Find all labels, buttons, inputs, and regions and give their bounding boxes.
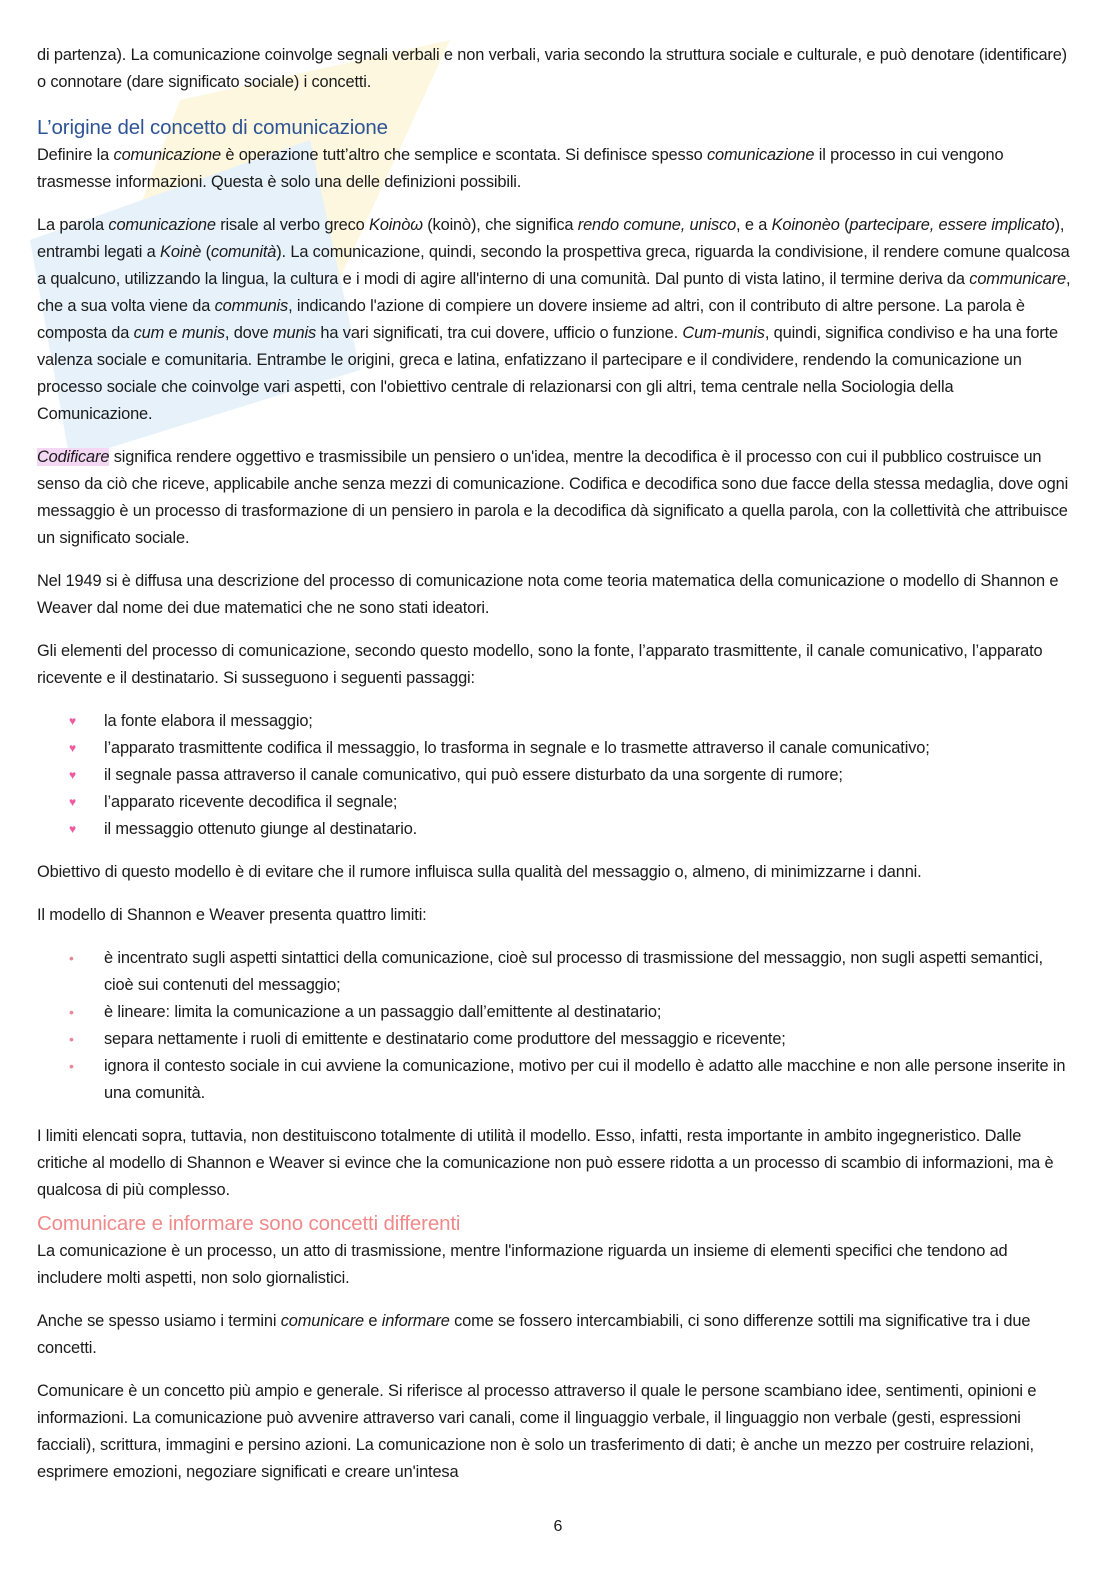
paragraph: [37, 42, 1073, 96]
paragraph: [37, 902, 1073, 929]
dot-bullet-icon: •: [69, 1031, 74, 1047]
italic-term: Koinè: [160, 243, 202, 261]
italic-term: Codificare: [37, 448, 110, 466]
paragraph: [37, 212, 1073, 428]
text-run: La parola: [37, 216, 109, 234]
list-item: [37, 945, 1073, 999]
italic-term: comunicazione: [108, 216, 216, 234]
text-run: , indicando l'azione di compiere un dovere insieme ad altri, con il contributo di altre persone. La parola è composta da: [37, 297, 1025, 342]
text-run: il processo in cui vengono trasmesse informazioni. Questa è solo una delle definizioni possibili.: [37, 146, 1004, 191]
list-item-text: la fonte elabora il messaggio;: [104, 712, 313, 730]
text-run: è operazione tutt’altro che semplice e scontata. Si definisce spesso: [220, 146, 707, 164]
page-number: 6: [553, 1518, 563, 1535]
text-run: Obiettivo di questo modello è di evitare che il rumore influisca sulla qualità del messaggio o, almeno, di minimizzarne i danni.: [37, 863, 922, 881]
text-run: Gli elementi del processo di comunicazione, secondo questo modello, sono la fonte, l’apparato trasmittente, il canale comunicativo, l’apparato ricevente e il destinatario. Si susseguono i seguenti passaggi:: [37, 642, 1043, 687]
list-item: [37, 762, 1073, 789]
italic-term: rendo comune, unisco: [577, 216, 737, 234]
heart-bullet-icon: ♥: [69, 795, 76, 809]
text-run: Comunicare è un concetto più ampio e generale. Si riferisce al processo attraverso il quale le persone scambiano idee, sentimenti, opinioni e informazioni. La comunicazione può avvenire attraverso vari canali, come il linguaggio verbale, il linguaggio non verbale (gesti, espressioni facciali), scrittura, immagini e persino azioni. La comunicazione non è solo un trasferimento di dati; è anche un mezzo per costruire relazioni, esprimere emozioni, negoziare significati e creare un'intesa: [37, 1382, 1037, 1481]
paragraph: [37, 444, 1073, 552]
italic-term: munis: [273, 324, 317, 342]
italic-term: Koinòω: [369, 216, 423, 234]
list-item: [37, 708, 1073, 735]
text-run: ), entrambi legati a: [37, 216, 1065, 261]
italic-term: cum: [133, 324, 165, 342]
list-item-text: l’apparato ricevente decodifica il segnale;: [104, 793, 398, 811]
heart-bullet-icon: ♥: [69, 822, 76, 836]
italic-term: comunità: [210, 243, 277, 261]
italic-term: comunicazione: [706, 146, 815, 164]
heart-bullet-icon: ♥: [69, 741, 76, 755]
list-item-text: ignora il contesto sociale in cui avviene la comunicazione, motivo per cui il modello è adatto alle macchine e non alle persone inserite in una comunità.: [104, 1057, 1066, 1102]
italic-term: munis: [181, 324, 225, 342]
list-item-text: separa nettamente i ruoli di emittente e destinatario come produttore del messaggio e ricevente;: [104, 1030, 786, 1048]
text-run: e: [364, 1312, 382, 1330]
text-run: e: [164, 324, 182, 342]
text-run: (koinò), che significa: [422, 216, 578, 234]
list-item-text: è lineare: limita la comunicazione a un passaggio dall’emittente al destinatario;: [104, 1003, 662, 1021]
text-run: , che a sua volta viene da: [37, 270, 1071, 315]
paragraph: [37, 142, 1073, 196]
text-run: , e a: [736, 216, 772, 234]
italic-term: Cum-munis: [682, 324, 765, 342]
text-run: , dove: [224, 324, 274, 342]
bullet-list: [37, 945, 1073, 1107]
section-heading: Comunicare e informare sono concetti differenti: [37, 1212, 461, 1235]
text-run: come se fossero intercambiabili, ci sono differenze sottili ma significative tra i due concetti.: [37, 1312, 1031, 1357]
list-item: [37, 816, 1073, 843]
list-item: [37, 735, 1073, 762]
list-item-text: il messaggio ottenuto giunge al destinatario.: [104, 820, 418, 838]
text-run: Nel 1949 si è diffusa una descrizione del processo di comunicazione nota come teoria matematica della comunicazione o modello di Shannon e Weaver dal nome dei due matematici che ne sono stati ideatori.: [37, 572, 1059, 617]
text-run: ). La comunicazione, quindi, secondo la prospettiva greca, riguarda la condivisione, il rendere comune qualcosa a qualcuno, utilizzando la lingua, la cultura e i modi di agire all'interno di una comunità. Dal punto di vista latino, il termine deriva da: [37, 243, 1070, 288]
paragraph: [37, 568, 1073, 622]
text-run: di partenza). La comunicazione coinvolge segnali verbali e non verbali, varia secondo la struttura sociale e culturale, e può denotare (identificare) o connotare (dare significato sociale) i concetti.: [37, 46, 1067, 91]
italic-term: communicare: [969, 270, 1067, 288]
italic-term: comunicare: [280, 1312, 364, 1330]
paragraph: [37, 1378, 1073, 1486]
text-run: (: [839, 216, 850, 234]
paragraph: [37, 1238, 1073, 1292]
dot-bullet-icon: •: [69, 1004, 74, 1020]
bullet-list: [37, 708, 1073, 843]
paragraph: [37, 1123, 1073, 1204]
document-page: [37, 42, 1073, 1502]
italic-term: comunicazione: [113, 146, 221, 164]
text-run: Anche se spesso usiamo i termini: [37, 1312, 281, 1330]
text-run: Il modello di Shannon e Weaver presenta quattro limiti:: [37, 906, 427, 924]
text-run: (: [201, 243, 211, 261]
paragraph: [37, 859, 1073, 886]
dot-bullet-icon: •: [69, 1058, 74, 1074]
paragraph: [37, 1308, 1073, 1362]
dot-bullet-icon: •: [69, 950, 74, 966]
text-run: Definire la: [37, 146, 114, 164]
list-item: [37, 1026, 1073, 1053]
italic-term: communis: [214, 297, 289, 315]
paragraph: [37, 638, 1073, 692]
text-run: I limiti elencati sopra, tuttavia, non destituiscono totalmente di utilità il modello. Esso, infatti, resta importante in ambito ingegneristico. Dalle critiche al modello di Shannon e Weaver si evince che la comunicazione non può essere ridotta a un processo di scambio di informazioni, ma è qualcosa di più complesso.: [37, 1127, 1054, 1199]
list-item-text: è incentrato sugli aspetti sintattici della comunicazione, cioè sul processo di trasmissione del messaggio, non sugli aspetti semantici, cioè sui contenuti del messaggio;: [104, 949, 1043, 994]
italic-term: informare: [381, 1312, 450, 1330]
text-run: La comunicazione è un processo, un atto di trasmissione, mentre l'informazione riguarda un insieme di elementi specifici che tendono ad includere molti aspetti, non solo giornalistici.: [37, 1242, 1008, 1287]
italic-term: Koinonèo: [771, 216, 840, 234]
italic-term: partecipare, essere implicato: [849, 216, 1055, 234]
text-run: ha vari significati, tra cui dovere, ufficio o funzione.: [316, 324, 683, 342]
section-heading: L’origine del concetto di comunicazione: [37, 116, 388, 139]
list-item-text: il segnale passa attraverso il canale comunicativo, qui può essere disturbato da una sorgente di rumore;: [104, 766, 843, 784]
list-item: [37, 999, 1073, 1026]
list-item: [37, 1053, 1073, 1107]
list-item-text: l’apparato trasmittente codifica il messaggio, lo trasforma in segnale e lo trasmette attraverso il canale comunicativo;: [104, 739, 930, 757]
list-item: [37, 789, 1073, 816]
text-run: significa rendere oggettivo e trasmissibile un pensiero o un'idea, mentre la decodifica è il processo con cui il pubblico costruisce un senso da ciò che riceve, applicabile anche senza mezzi di comunicazione. Codifica e decodifica sono due facce della stessa medaglia, dove ogni messaggio è un processo di trasformazione di un pensiero in parola e la decodifica dà significato a quella parola, con la collettività che attribuisce un significato sociale.: [37, 448, 1069, 547]
heart-bullet-icon: ♥: [69, 714, 76, 728]
heart-bullet-icon: ♥: [69, 768, 76, 782]
text-run: risale al verbo greco: [215, 216, 370, 234]
text-run: , quindi, significa condiviso e ha una forte valenza sociale e comunitaria. Entrambe le origini, greca e latina, enfatizzano il partecipare e il condividere, rendendo la comunicazione un processo sociale che coinvolge vari aspetti, con l'obiettivo centrale di relazionarsi con gli altri, tema centrale nella Sociologia della Comunicazione.: [37, 324, 1058, 423]
